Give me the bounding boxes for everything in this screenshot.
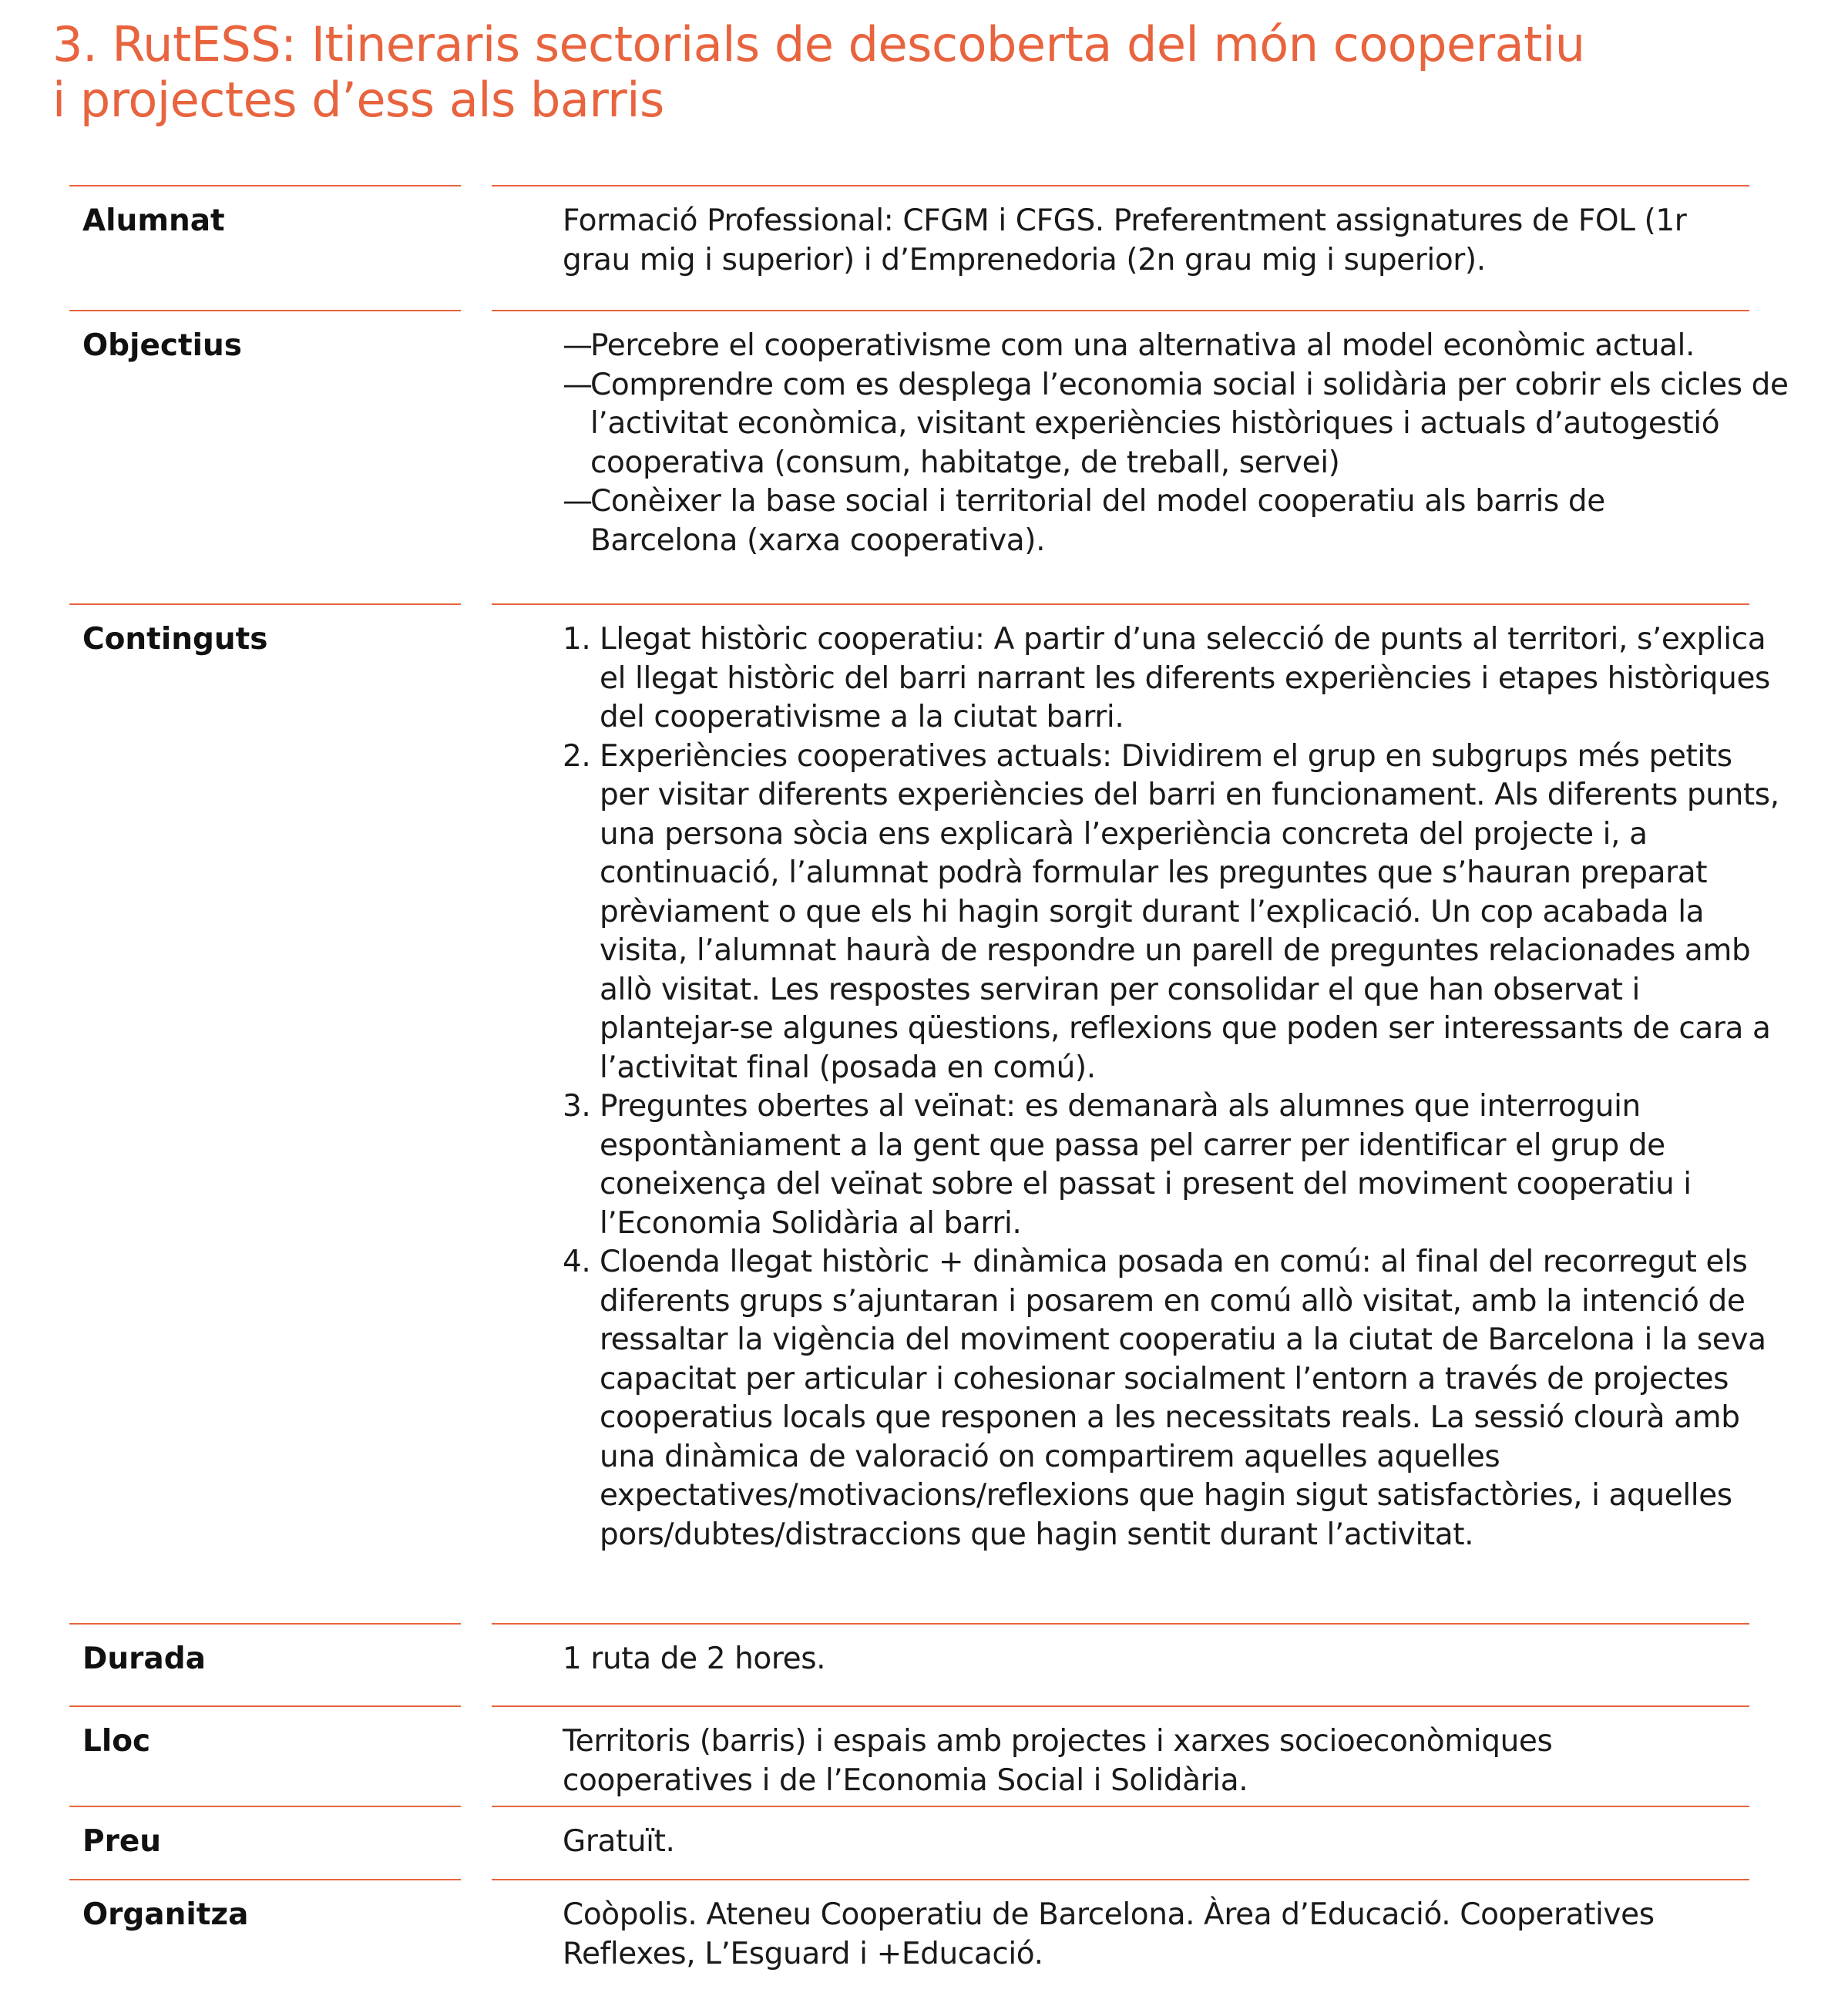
table-row-preu <box>69 1806 1749 1879</box>
row-content-lloc <box>492 1705 1749 1806</box>
row-label-objectius: Objectius <box>82 328 242 363</box>
row-content-durada <box>492 1623 1749 1705</box>
preu-text: Gratuït. <box>563 1824 675 1859</box>
table-row-alumnat <box>69 185 1749 310</box>
row-label-alumnat: Alumnat <box>82 203 225 238</box>
list-item-text: Comprendre com es desplega l’economia social i solidària per cobrir els cicles de l’activitat econòmica, visitant experiències històriques i actuals d’autogestió cooperativa (consum, habitatge, de treball, servei) <box>590 367 1789 480</box>
list-item <box>563 738 1788 1088</box>
table-row-lloc <box>69 1705 1749 1806</box>
list-item <box>563 366 1823 483</box>
number-marker: 1. <box>563 622 591 657</box>
table-row-continguts <box>69 603 1779 1623</box>
number-marker: 3. <box>563 1089 591 1124</box>
list-item <box>563 482 1746 560</box>
dash-marker: — <box>563 328 593 363</box>
page-title <box>52 17 1794 128</box>
table-row-objectius <box>69 310 1789 603</box>
list-item <box>563 620 1788 738</box>
table-row-organitza <box>69 1879 1749 1987</box>
table-row-durada <box>69 1623 1749 1705</box>
row-label-lloc: Lloc <box>82 1724 151 1759</box>
row-content-objectius <box>492 310 1823 603</box>
list-item-text: Preguntes obertes al veïnat: es demanarà als alumnes que interroguin espontàniament a la gent que passa pel carrer per identificar el grup de coneixença del veïnat sobre el passat i present del moviment cooperatiu i l’Economia Solidària al barri. <box>600 1089 1692 1241</box>
continguts-list <box>563 620 1788 1554</box>
durada-text: 1 ruta de 2 hores. <box>563 1641 826 1676</box>
dash-marker: — <box>563 367 593 402</box>
number-marker: 4. <box>563 1245 591 1279</box>
list-item-text: Cloenda llegat històric + dinàmica posada en comú: al final del recorregut els diferents grups s’ajuntaran i posarem en comú allò visitat, amb la intenció de ressaltar la vigència del moviment cooperatiu a la ciutat de Barcelona i la seva capacitat per articular i cohesionar socialment l’entorn a través de projectes cooperatius locals que responen a les necessitats reals. La sessió clourà amb una dinàmica de valoració on compartirem aquelles aquelles expectatives/motivacions/reflexions que hagin sigut satisfactòries, i aquelles pors/dubtes/distraccions que hagin sentit durant l’activitat. <box>600 1245 1766 1552</box>
list-item <box>563 327 1777 366</box>
row-label-continguts: Continguts <box>82 622 268 657</box>
row-label-durada: Durada <box>82 1641 206 1676</box>
list-item-text: Experiències cooperatives actuals: Dividirem el grup en subgrups més petits per visitar diferents experiències del barri en funcionament. Als diferents punts, una persona sòcia ens explicarà l’experiència concreta del projecte i, a continuació, l’alumnat podrà formular les preguntes que s’hauran preparat prèviament o que els hi hagin sorgit durant l’explicació. Un cop acabada la visita, l’alumnat haurà de respondre un parell de preguntes relacionades amb allò visitat. Les respostes serviran per consolidar el que han observat i plantejar-se algunes qüestions, reflexions que poden ser interessants de cara a l’activitat final (posada en comú). <box>600 738 1779 1085</box>
row-content-alumnat <box>492 185 1749 310</box>
list-item-text: Percebre el cooperativisme com una alternativa al model econòmic actual. <box>590 328 1695 363</box>
row-label-preu: Preu <box>82 1824 162 1859</box>
list-item-text: Llegat històric cooperatiu: A partir d’una selecció de punts al territori, s’explica el llegat històric del barri narrant les diferents experiències i etapes històriques del cooperativisme a la ciutat barri. <box>600 622 1770 734</box>
number-marker: 2. <box>563 738 591 774</box>
list-item <box>563 1243 1788 1554</box>
row-content-preu <box>492 1806 1749 1879</box>
info-table <box>69 185 1789 1987</box>
objectius-list <box>563 327 1823 560</box>
list-item-text: Conèixer la base social i territorial del model cooperatiu als barris de Barcelona (xarxa cooperativa). <box>590 484 1605 558</box>
alumnat-text: Formació Professional: CFGM i CFGS. Preferentment assignatures de FOL (1r grau mig i superior) i d’Emprenedoria (2n grau mig i superior). <box>563 203 1687 277</box>
row-content-continguts <box>492 603 1788 1623</box>
page-title-line-1: 3. RutESS: Itineraris sectorials de descoberta del món cooperatiu <box>52 16 1585 72</box>
lloc-text: Territoris (barris) i espais amb projectes i xarxes socioeconòmiques cooperatives i de l’Economia Social i Solidària. <box>563 1724 1553 1798</box>
row-content-organitza <box>492 1879 1765 1987</box>
organitza-text: Coòpolis. Ateneu Cooperatiu de Barcelona. Àrea d’Educació. Cooperatives Reflexes, L’Esguard i +Educació. <box>563 1897 1655 1971</box>
list-item <box>563 1087 1788 1243</box>
dash-marker: — <box>563 484 593 519</box>
row-label-organitza: Organitza <box>82 1897 249 1932</box>
page-title-line-2: i projectes d’ess als barris <box>52 72 664 128</box>
